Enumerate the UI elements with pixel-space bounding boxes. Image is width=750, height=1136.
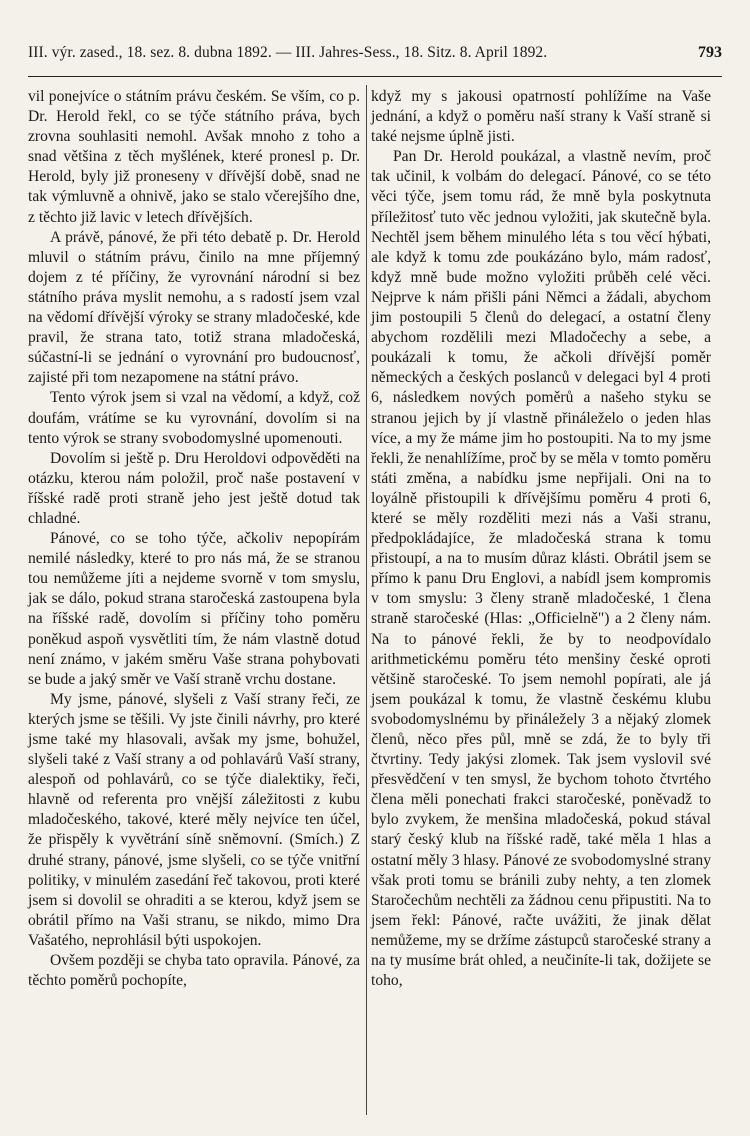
left-column — [28, 87, 360, 991]
paragraph: když my s jakousi opatrností pohlížíme na Vaše jednání, a když o poměru naší strany k Vaší straně si také nejsme úplně jisti. — [371, 88, 711, 146]
paragraph: vil ponejvíce o státním právu českém. Se vším, co p. Dr. Herold řekl, co se týče státního práva, bych zrovna souhlasiti nemohl. Avšak mnoho z toho a snad většina z těch myšlének, které pronesl p. Dr. Herold, byly již proneseny v dřívější době, snad ne tak výmluvně a ohnivě, jako se stalo včerejšího dne, z těchto již lavic v letech dřívějších. — [28, 88, 360, 226]
paragraph: Ovšem později se chyba tato opravila. Pánové, za těchto poměrů pochopíte, — [28, 952, 360, 990]
paragraph: Pan Dr. Herold poukázal, a vlastně nevím, proč tak učinil, k volbám do delegací. Pánové, co se této věci týče, jsem tomu rád, že mně byla poskytnuta příležitosť tuto věc jednou vyložiti, jak skutečně byla. Nechtěl jsem během minulého léta s tou věcí hýbati, ale když k tomu zde poukázáno bylo, mám radosť, když mně bude možno vyložiti průběh celé věci. Nejprve k nám přišli páni Němci a žádali, abychom jim postoupili 5 členů do delegací, a ostatní členy abychom rozdělili mezi Mladočechy a sebe, a poukázali k tomu, že ačkoli dřívější poměr německých a českých poslanců v delegaci byl 4 proti 6, následkem nových poměrů a našeho styku se stranou jejich by jí vlastně přináleželo o jeden hlas více, a my že máme jim ho postoupiti. Na to my jsme řekli, že nenahlížíme, proč by se měla v tomto poměru státi změna, a nabídku jsme nepřijali. Oni na to loyálně přistoupili k dřívějšímu poměru 4 proti 6, které se měly rozděliti mezi nás a Vaši stranu, předpokládajíce, že mladočeská strana k tomu přistoupí, a na to musím důraz klásti. Obrátil jsem se přímo k panu Dru Englovi, a nabídl jsem kompromis v tom smyslu: 3 členy straně mladočeské, 1 člena straně staročeské (Hlas: „Officielně") a 2 členy nám. Na to pánové řekli, že by to neodpovídalo arithmetickému poměru této menšiny české oproti většině staročeské. To jsem nemohl popírati, ale já jsem poukázal k tomu, že vlastně českému klubu svobodomyslnému by přináležely 3 a nějaký zlomek členů, něco přes půl, mně se zdá, že to byly tři čtvrtiny. Tedy jakýsi zlomek. Tak jsem vyslovil své přesvědčení v ten smysl, že bychom tohoto čtvrtého člena měli ponechati frakci staročeské, poněvadž to bylo zvykem, že menšina mladočeská, pokud stával starý český klub na říšské radě, také měla 1 hlas a ostatní měly 3 hlasy. Pánové ze svobodomyslné strany však proti tomu se bránili zuby nehty, a ten zlomek Staročechům nechtěli za žádnou cenu připustiti. Na to jsem řekl: Pánové, račte uvážiti, že jinak dělat nemůžeme, my se držíme zástupců staročeské strany a na ty musíme brát ohled, a neučiníte-li tak, dožijete se toho, — [371, 148, 711, 990]
header-rule — [28, 76, 722, 77]
page-header — [28, 42, 722, 72]
right-column — [371, 87, 711, 991]
paragraph: My jsme, pánové, slyšeli z Vaší strany řeči, ze kterých jsme se těšili. Vy jste činili návrhy, pro které jsme také my hlasovali, avšak my jsme, bohužel, slyšeli také z Vaší strany a od pohlavárů Vaší strany, alespoň od pohlavárů, co se týče dialektiky, řeči, hlavně od referenta pro vnější záležitosti z kubu mladočeského, takové, které měly nejvíce ten účel, že přispěly k vyvětrání síně sněmovní. (Smích.) Z druhé strany, pánové, jsme slyšeli, co se týče vnitřní politiky, v minulém zasedání řeč takovou, proti které jsem si dovolil se ohraditi a se kterou, když jsem se obrátil přímo na Vaši stranu, se nikdo, mimo Dra Vašatého, neprohlásil býti uspokojen. — [28, 690, 360, 949]
paragraph: Dovolím si ještě p. Dru Heroldovi odpověděti na otázku, kterou nám položil, proč naše postavení v říšské radě proti straně jeho jest ještě dotud tak chladné. — [28, 449, 360, 527]
paragraph: A právě, pánové, že při této debatě p. Dr. Herold mluvil o státním právu, činilo na mne příjemný dojem z té příčiny, že vyrovnání národní si bez státního práva myslit nemohu, a s radostí jsem vzal na vědomí dřívější výroky se strany mladočeské, kde pravil, že strana tato, totiž strana mladočeská, súčastní-li se jednání o vyrovnání pro budoucnosť, zajisté při tom nezapomene na státní právo. — [28, 228, 360, 387]
page-number: 793 — [698, 44, 722, 61]
running-head: III. výr. zased., 18. sez. 8. dubna 1892. — III. Jahres-Sess., 18. Sitz. 8. April 1892. — [28, 44, 548, 61]
column-divider — [366, 85, 367, 1115]
paragraph: Tento výrok jsem si vzal na vědomí, a když, což doufám, vrátíme se ku vyrovnání, dovolím si na tento výrok se strany svobodomyslné upomenouti. — [28, 389, 360, 447]
paragraph: Pánové, co se toho týče, ačkoliv nepopírám nemilé následky, které to pro nás má, že se stranou tou nemůžeme jíti a nejdeme svorně v tom smyslu, jak se dálo, pokud strana staročeská zastoupena byla na říšské radě, dovolím si příčiny toho poměru poněkud aspoň vysvětliti tím, že nám vlastně dotud není známo, v jakém směru Vaše strana pohybovati se bude a jaký směr ve Vaší straně vrchu dostane. — [28, 530, 360, 688]
